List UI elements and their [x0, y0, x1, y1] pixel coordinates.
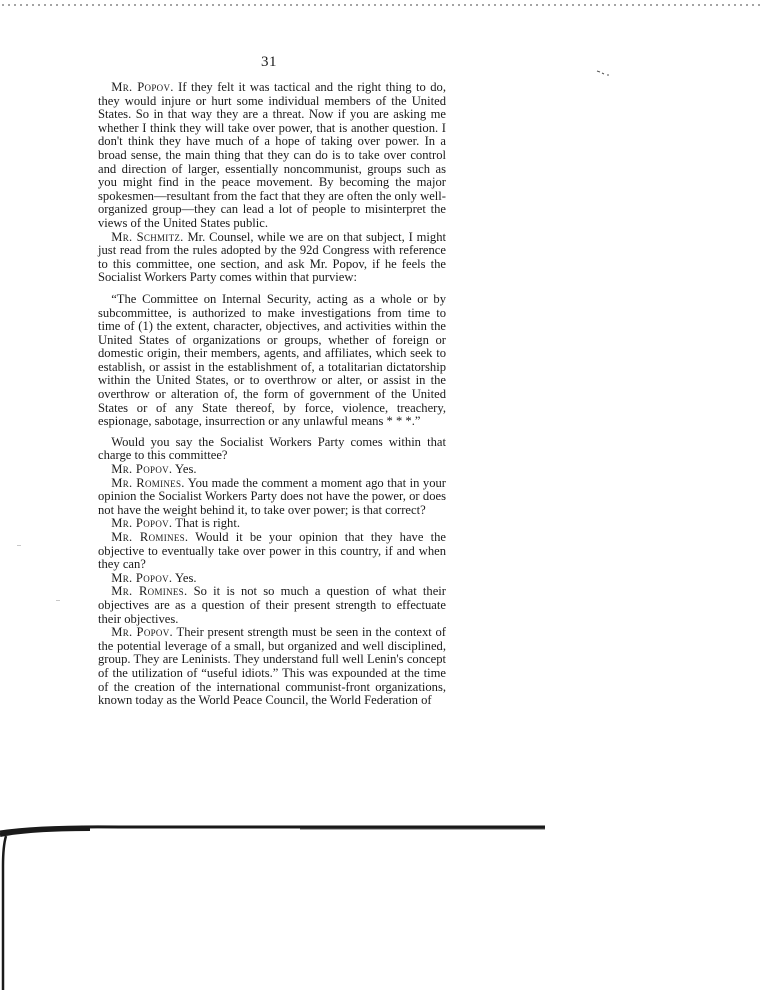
- paragraph-popov-5: [98, 626, 446, 708]
- rules-quotation: [98, 293, 446, 429]
- paragraph-text: Yes.: [172, 570, 197, 585]
- speaker-name: Mr. Popov.: [111, 570, 173, 585]
- paragraph-text: If they felt it was tactical and the right thing to do, they would injure or hurt some individual members of the United States. So in that way they are a threat. Now if you are asking me whether I think they will take over power, that is another question. I don't think they have much of a hope of taking over power. In a broad sense, the main thing that they can do is to take over control and direction of larger, essentially noncommunist, groups such as you might find in the peace movement. By becoming the major spokesmen—resultant from the fact that they are often the only well-organized group—they can lead a lot of people to misinterpret the views of the United States public.: [98, 80, 446, 230]
- paragraph-text: Yes.: [172, 462, 197, 477]
- paragraph-romines-1: [98, 477, 446, 518]
- stray-mark-left-2: [56, 600, 60, 601]
- page-number: 31: [261, 54, 277, 70]
- transcript-body: [98, 81, 446, 708]
- paragraph-text: Would you say the Socialist Workers Party comes within that charge to this committee?: [98, 434, 446, 463]
- paragraph-text: Their present strength must be seen in the context of the potential leverage of a small, but organized and well disciplined, group. They are Leninists. They understand full well Lenin's concept of the utilization of “useful idiots.” This was expounded at the time of the creation of the international communist-front organizations, known today as the World Peace Council, the World Federation of: [98, 625, 447, 708]
- speaker-name: Mr. Romines.: [111, 584, 188, 599]
- speaker-name: Mr. Romines.: [111, 475, 185, 490]
- paragraph-romines-2: [98, 531, 446, 572]
- speaker-name: Mr. Schmitz.: [111, 229, 184, 244]
- paragraph-popov-4: [98, 572, 446, 586]
- speaker-name: Mr. Romines.: [111, 530, 189, 544]
- paragraph-popov-3: [98, 517, 446, 531]
- speaker-name: Mr. Popov.: [111, 625, 173, 640]
- paragraph-text: That is right.: [172, 516, 241, 531]
- speaker-name: Mr. Popov.: [111, 80, 174, 94]
- paragraph-romines-3: [98, 585, 446, 626]
- paragraph-popov-1: [98, 81, 446, 231]
- perforated-top-edge: [0, 3, 763, 7]
- stray-mark-left-1: [17, 545, 21, 546]
- paragraph-text: Would it be your opinion that they have the objective to eventually take over power in this country, if and when they can?: [98, 530, 446, 572]
- scan-edge-rule: [0, 823, 545, 837]
- paragraph-text: Mr. Counsel, while we are on that subject, I might just read from the rules adopted by the 92d Congress with reference to this committee, one section, and ask Mr. Popov, if he feels the Socialist Workers Party comes within that purview:: [98, 229, 446, 285]
- quotation-text: “The Committee on Internal Security, acting as a whole or by subcommittee, is authorized to make investigations from time to time of (1) the extent, character, objectives, and activities within the United States of organizations or groups, whether of foreign or domestic origin, their members, agents, and affiliates, which seek to establish, or assist in the establishment of, a totalitarian dictatorship within the United States, or to overthrow or alter, or assist in the overthrow or alteration of, the form of government of the United States or of any State thereof, by force, violence, treachery, espionage, sabotage, insurrection or any unlawful means * * *.”: [98, 291, 446, 429]
- paragraph-text: So it is not so much a question of what their objectives are as a question of their present strength to effectuate their objectives.: [98, 584, 446, 626]
- scan-edge-left-margin: [0, 836, 10, 990]
- paragraph-schmitz: [98, 231, 446, 285]
- speaker-name: Mr. Popov.: [111, 462, 173, 477]
- paragraph-popov-2: [98, 463, 446, 477]
- paragraph-question: [98, 436, 446, 463]
- paragraph-text: You made the comment a moment ago that in your opinion the Socialist Workers Party does not have the power, or does not have the weight behind it, to take over power; is that correct?: [98, 475, 446, 517]
- stray-ink-mark: [596, 70, 610, 76]
- speaker-name: Mr. Popov.: [111, 516, 173, 531]
